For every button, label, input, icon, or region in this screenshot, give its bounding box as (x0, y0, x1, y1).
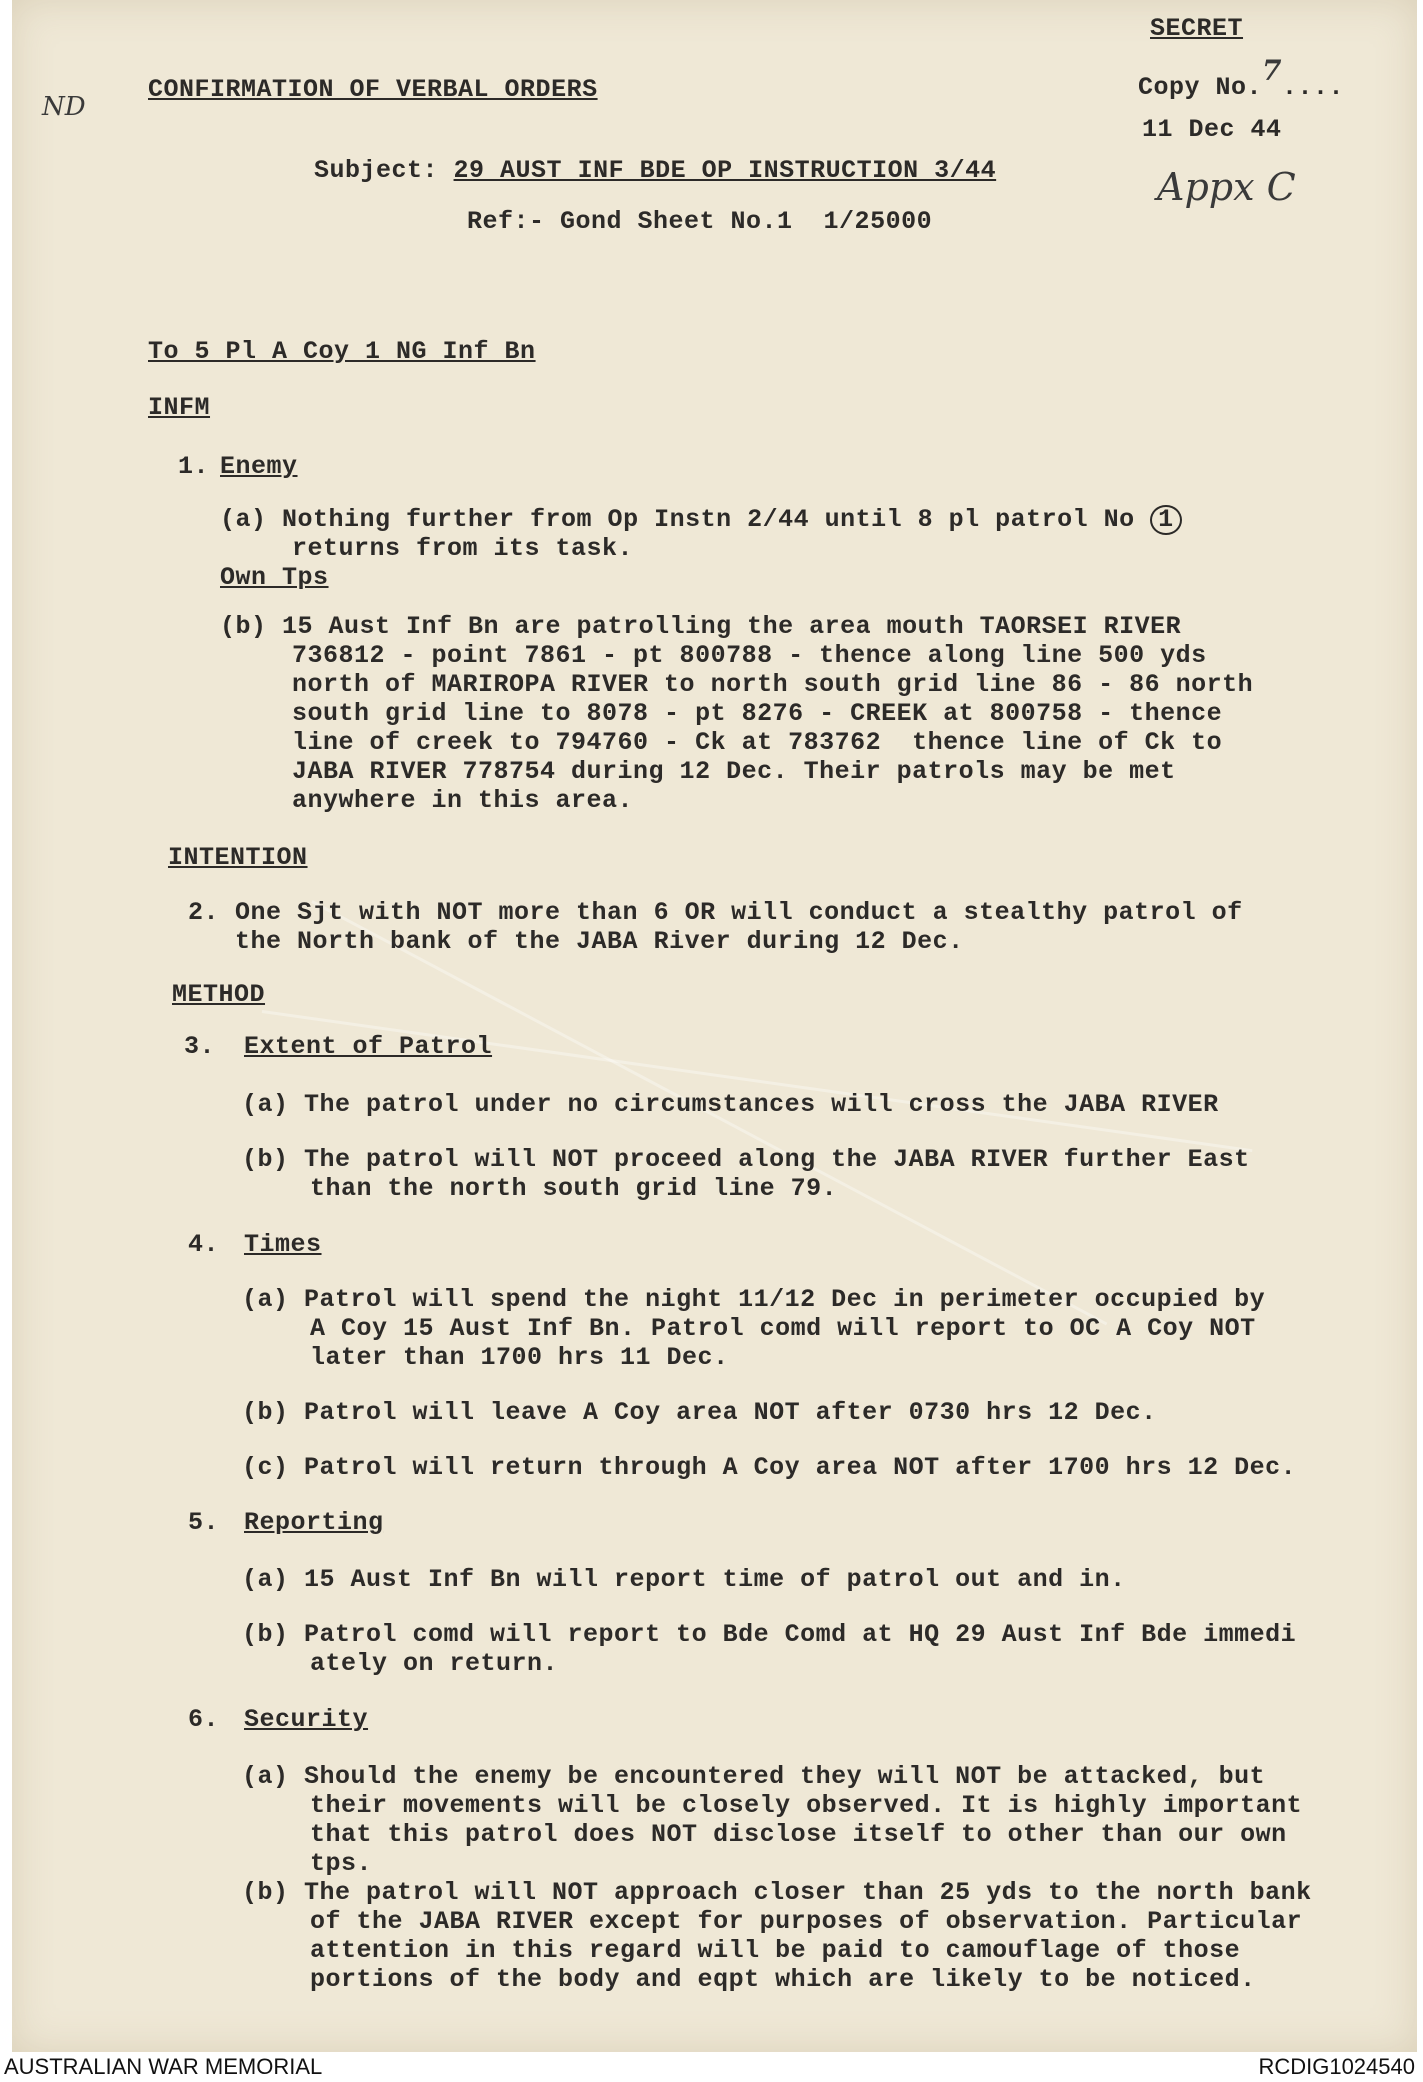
footer-record-id: RCDIG1024540 (1258, 2054, 1415, 2079)
security-para-a-line: their movements will be closely observed. It is highly important (310, 1791, 1303, 1820)
item-number: 2. (188, 898, 220, 927)
enemy-para-a: (a) Nothing further from Op Instn 2/44 until 8 pl patrol No 1 (220, 505, 1182, 535)
extent-para-b-line: than the north south grid line 79. (310, 1174, 838, 1203)
item-number: 6. (188, 1705, 220, 1734)
footer-archive-name: AUSTRALIAN WAR MEMORIAL (4, 2054, 323, 2079)
item-title-enemy: Enemy (220, 452, 298, 481)
item-title-times: Times (244, 1230, 322, 1259)
times-para-a-line: (a) Patrol will spend the night 11/12 Dec in perimeter occupied by (242, 1285, 1266, 1314)
item-number: 4. (188, 1230, 220, 1259)
own-para-b-line: anywhere in this area. (292, 786, 634, 815)
item-title-security: Security (244, 1705, 369, 1734)
item-title-reporting: Reporting (244, 1508, 384, 1537)
copy-number: Copy No.7.... (1138, 54, 1345, 102)
intention-line: One Sjt with NOT more than 6 OR will conduct a stealthy patrol of (235, 898, 1243, 927)
reference-line: Ref:- Gond Sheet No.1 1/25000 (467, 207, 933, 236)
reporting-para-b-line: (b) Patrol comd will report to Bde Comd at HQ 29 Aust Inf Bde immedi (242, 1620, 1297, 1649)
extent-para-a: (a) The patrol under no circumstances will cross the JABA RIVER (242, 1090, 1219, 1119)
document-page (12, 0, 1417, 2052)
own-para-b-line: JABA RIVER 778754 during 12 Dec. Their patrols may be met (292, 757, 1176, 786)
reporting-para-a: (a) 15 Aust Inf Bn will report time of patrol out and in. (242, 1565, 1126, 1594)
intention-line: the North bank of the JABA River during 12 Dec. (235, 927, 964, 956)
security-para-b-line: (b) The patrol will NOT approach closer than 25 yds to the north bank (242, 1878, 1312, 1907)
times-para-c: (c) Patrol will return through A Coy area NOT after 1700 hrs 12 Dec. (242, 1453, 1297, 1482)
own-para-b-line: north of MARIROPA RIVER to north south grid line 86 - 86 north (292, 670, 1254, 699)
confirmation-heading: CONFIRMATION OF VERBAL ORDERS (148, 75, 598, 104)
own-para-b-line: south grid line to 8078 - pt 8276 - CREEK at 800758 - thence (292, 699, 1223, 728)
security-para-b-line: of the JABA RIVER except for purposes of observation. Particular (310, 1907, 1303, 1936)
item-number: 3. (184, 1032, 216, 1061)
addressee: To 5 Pl A Coy 1 NG Inf Bn (148, 337, 536, 366)
times-para-b: (b) Patrol will leave A Coy area NOT after 0730 hrs 12 Dec. (242, 1398, 1157, 1427)
security-para-a-line: (a) Should the enemy be encountered they will NOT be attacked, but (242, 1762, 1266, 1791)
handwritten-appendix: Appx C (1157, 165, 1296, 209)
subject-line: Subject: 29 AUST INF BDE OP INSTRUCTION 3/44 (314, 156, 997, 185)
enemy-para-a-cont: returns from its task. (292, 534, 634, 563)
item-number: 5. (188, 1508, 220, 1537)
reporting-para-b-line: ately on return. (310, 1649, 559, 1678)
classification-stamp: SECRET (1150, 14, 1244, 43)
own-para-b-line: line of creek to 794760 - Ck at 783762 thence line of Ck to (292, 728, 1223, 757)
item-title-extent: Extent of Patrol (244, 1032, 493, 1061)
own-para-b-line: 736812 - point 7861 - pt 800788 - thence along line 500 yds (292, 641, 1207, 670)
security-para-b-line: attention in this regard will be paid to camouflage of those (310, 1936, 1241, 1965)
document-date: 11 Dec 44 (1142, 115, 1282, 144)
section-intention: INTENTION (168, 843, 308, 872)
item-number: 1. (178, 452, 210, 481)
section-method: METHOD (172, 980, 266, 1009)
own-tps-heading: Own Tps (220, 563, 329, 592)
handwritten-initials: ND (42, 92, 86, 122)
section-info: INFM (148, 393, 211, 422)
own-para-b-line: (b) 15 Aust Inf Bn are patrolling the area mouth TAORSEI RIVER (220, 612, 1182, 641)
times-para-a-line: later than 1700 hrs 11 Dec. (310, 1343, 729, 1372)
security-para-a-line: that this patrol does NOT disclose itself to other than our own (310, 1820, 1287, 1849)
security-para-b-line: portions of the body and eqpt which are likely to be noticed. (310, 1965, 1256, 1994)
security-para-a-line: tps. (310, 1849, 373, 1878)
extent-para-b-line: (b) The patrol will NOT proceed along the JABA RIVER further East (242, 1145, 1250, 1174)
times-para-a-line: A Coy 15 Aust Inf Bn. Patrol comd will report to OC A Coy NOT (310, 1314, 1256, 1343)
